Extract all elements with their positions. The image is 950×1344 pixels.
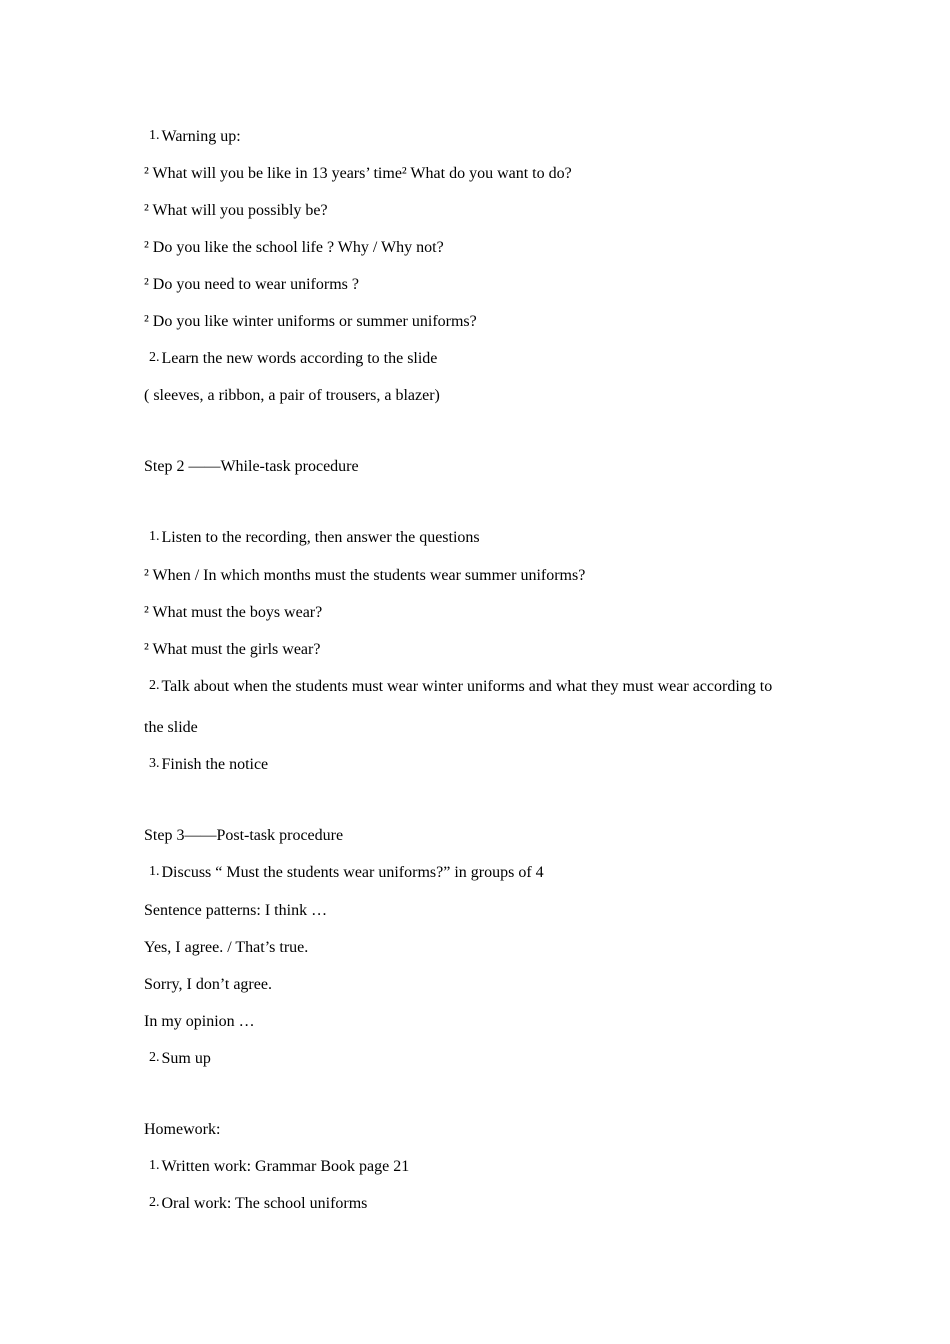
- learn-words-item: [144, 349, 437, 370]
- list-number: 2.: [149, 1050, 160, 1065]
- step2-item-2: [144, 677, 772, 698]
- step2-item-1: [144, 528, 480, 549]
- warmup-question-5: ² Do you like winter uniforms or summer uniforms?: [144, 313, 477, 330]
- homework-item-1: [144, 1157, 409, 1178]
- homework-heading: Homework:: [144, 1121, 221, 1138]
- step2-question-1: ² When / In which months must the students wear summer uniforms?: [144, 567, 586, 584]
- step2-item-1-text: Listen to the recording, then answer the questions: [161, 529, 480, 546]
- homework-item-1-text: Written work: Grammar Book page 21: [161, 1158, 410, 1175]
- warmup-question-4: ² Do you need to wear uniforms ?: [144, 276, 359, 293]
- warmup-title: Warning up:: [161, 128, 241, 145]
- warmup-heading: [144, 127, 241, 148]
- list-number: 3.: [149, 756, 160, 771]
- sentence-pattern-1: Sentence patterns: I think …: [144, 902, 328, 919]
- step3-item-1: [144, 863, 544, 884]
- step3-item-1-text: Discuss “ Must the students wear uniforms?” in groups of 4: [161, 864, 544, 881]
- vocabulary-list: ( sleeves, a ribbon, a pair of trousers, a blazer): [144, 387, 440, 404]
- sentence-pattern-3: Sorry, I don’t agree.: [144, 976, 272, 993]
- step2-question-3: ² What must the girls wear?: [144, 641, 321, 658]
- learn-words-text: Learn the new words according to the slide: [161, 350, 438, 367]
- list-number: 2.: [149, 678, 160, 693]
- step2-item-2-continued: the slide: [144, 719, 198, 736]
- list-number: 2.: [149, 350, 160, 365]
- homework-item-2-text: Oral work: The school uniforms: [161, 1195, 368, 1212]
- sentence-pattern-4: In my opinion …: [144, 1013, 255, 1030]
- step3-heading: Step 3——Post-task procedure: [144, 827, 344, 844]
- step2-heading: Step 2 ——While-task procedure: [144, 458, 359, 475]
- homework-item-2: [144, 1194, 367, 1215]
- list-number: 2.: [149, 1195, 160, 1210]
- list-number: 1.: [149, 1158, 160, 1173]
- step2-item-2-text: Talk about when the students must wear winter uniforms and what they must wear according to: [161, 678, 773, 695]
- list-number: 1.: [149, 529, 160, 544]
- step3-item-2-text: Sum up: [161, 1050, 211, 1067]
- step3-item-2: [144, 1049, 211, 1070]
- sentence-pattern-2: Yes, I agree. / That’s true.: [144, 939, 309, 956]
- step2-question-2: ² What must the boys wear?: [144, 604, 323, 621]
- warmup-question-2: ² What will you possibly be?: [144, 202, 328, 219]
- warmup-question-1: ² What will you be like in 13 years’ time² What do you want to do?: [144, 165, 572, 182]
- warmup-question-3: ² Do you like the school life ? Why / Why not?: [144, 239, 444, 256]
- list-number: 1.: [149, 864, 160, 879]
- step2-item-3: [144, 755, 268, 776]
- list-number: 1.: [149, 128, 160, 143]
- step2-item-3-text: Finish the notice: [161, 756, 269, 773]
